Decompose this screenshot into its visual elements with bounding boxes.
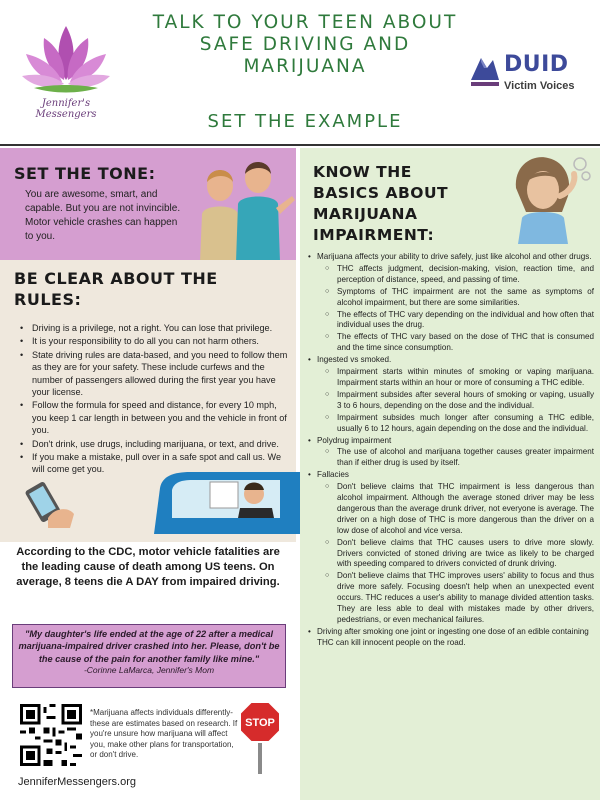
know-the-basics-section [300, 148, 600, 800]
basics-heading: KNOW THE BASICS ABOUT MARIJUANA IMPAIRMENT: [313, 163, 449, 244]
sub-list-item: ○ Don't believe claims that THC impairment is less dangerous than alcohol impairment. Although the average stoned driver may be less dangerous than the average drunk driver, not everyone is average. The driver on a high dose of THC is more dangerous than the driver on a low dose of alcohol and vice versa. [317, 482, 594, 537]
list-item: • Driving is a privilege, not a right. You can lose that privilege. [20, 322, 288, 334]
list-item: • Follow the formula for speed and distance, for every 10 mph, you keep 1 car length in between you and the vehicle in front of you. [20, 399, 288, 436]
duid-logo [467, 50, 587, 100]
list-item [308, 470, 594, 626]
sub-list-item: ○ Impairment starts within minutes of smoking or vaping marijuana. Impairment starts within an hour or more of consuming a THC edible. [317, 367, 594, 389]
sub-list-item: ○ The effects of THC vary depending on the individual and how often that individual uses the drug. [317, 310, 594, 332]
header [0, 0, 600, 146]
disclaimer-note: *Marijuana affects individuals differently- these are estimates based on research. If you're unsure how marijuana will affect you, make other plans for transportation, or don't drive. [90, 708, 238, 759]
list-item-text: Driving after smoking one joint or ingesting one dose of an edible containing THC can kill innocent people on the road. [317, 626, 589, 647]
footer-website-link[interactable]: JenniferMessengers.org [18, 776, 137, 788]
list-item: • State driving rules are data-based, and you need to follow them as they are for your safety. These include curfews and the number of passengers allowed during the first year you have your license. [20, 349, 288, 399]
list-item [308, 355, 594, 434]
quote-attribution: -Corinne LaMarca, Jennifer's Mom [83, 665, 215, 676]
list-item [308, 627, 594, 649]
tone-heading: SET THE TONE: [14, 164, 156, 183]
sub-list [317, 367, 594, 434]
list-item: • It is your responsibility to do all you can not harm others. [20, 335, 288, 347]
sub-list-item: ○ The effects of THC vary based on the dose of THC that is consumed and the time since consumption. [317, 332, 594, 354]
set-the-tone-section [0, 148, 296, 260]
basics-list [308, 252, 594, 650]
quote-box [12, 624, 286, 688]
list-item [308, 436, 594, 470]
confused-woman-illustration [496, 152, 592, 244]
sub-list-item: ○ Don't believe claims that THC causes users to drive more slowly. Drivers convicted of stoned driving are twice as likely to be charged with speeding compared to drivers convicted of drunk driving. [317, 538, 594, 571]
tone-text: You are awesome, smart, and capable. But you are not invincible. Motor vehicle crashes can happen to you. [25, 189, 181, 242]
sub-list [317, 447, 594, 469]
lotus-icon [14, 14, 118, 98]
teens-illustration [188, 152, 296, 262]
list-item-text: Fallacies [317, 470, 349, 480]
list-item: • Don't drink, use drugs, including marijuana, or text, and drive. [20, 438, 288, 450]
sub-list [317, 482, 594, 626]
phone-hand-illustration [18, 478, 78, 530]
sub-list [317, 264, 594, 354]
jennifers-messengers-logo [14, 14, 118, 124]
rules-section [0, 260, 296, 542]
sub-list-item: ○ THC affects judgment, decision-making, vision, reaction time, and perception of distance, speed, and passing of time. [317, 264, 594, 286]
sub-list-item: ○ Don't believe claims that THC improves users' ability to focus and thus drive more safely. Focusing doesn't help when an unexpected event occurs. THC reduces a user's ability to manage divided attention tasks. They are less able to deal with mistakes made by other drivers, pedestrians, or even mechanical failures. [317, 571, 594, 626]
sub-list-item: ○ Impairment subsides after several hours of smoking or vaping, usually 3 to 6 hours, depending on the dose and the individual. [317, 390, 594, 412]
quote-text: "My daughter's life ended at the age of 22 after a medical marijuana-impaired driver crashed into her. Please, don't be the cause of the pain for another family like mine." [18, 629, 280, 664]
list-item: • If you make a mistake, pull over in a safe spot and call us. We will come get you. [20, 451, 288, 476]
duid-mark-icon [467, 50, 503, 96]
sub-list-item: ○ The use of alcohol and marijuana together causes greater impairment than if either drug is used by itself. [317, 447, 594, 469]
page-title: TALK TO YOUR TEEN ABOUT SAFE DRIVING AND MARIJUANA [152, 12, 458, 77]
sub-list-item: ○ Symptoms of THC impairment are not the same as symptoms of alcohol impairment, but there are some similarities. [317, 287, 594, 309]
page-subtitle: SET THE EXAMPLE [207, 111, 403, 132]
rules-heading: BE CLEAR ABOUT THE RULES: [14, 269, 218, 309]
cdc-statistic: According to the CDC, motor vehicle fatalities are the leading cause of death among US teens. On average, 8 teens die A DAY from impaired driving. [16, 546, 280, 588]
list-item [308, 252, 594, 354]
rules-list [20, 322, 288, 477]
stop-sign-label: STOP [245, 717, 275, 729]
stop-sign-icon [238, 700, 282, 774]
qr-code[interactable] [20, 704, 82, 766]
list-item-text: Ingested vs smoked. [317, 355, 392, 365]
duid-name: DUID [504, 52, 569, 77]
left-logo-caption: Jennifer's Messengers [35, 98, 97, 120]
list-item-text: Marijuana affects your ability to drive safely, just like alcohol and other drugs. [317, 252, 592, 261]
list-item-text: Polydrug impairment [317, 435, 392, 445]
duid-tagline: Victim Voices [504, 80, 575, 92]
sub-list-item: ○ Impairment subsides much longer after consuming a THC edible, usually 6 to 12 hours, again depending on the dose and the individual. [317, 413, 594, 435]
car-driver-illustration [150, 468, 300, 536]
